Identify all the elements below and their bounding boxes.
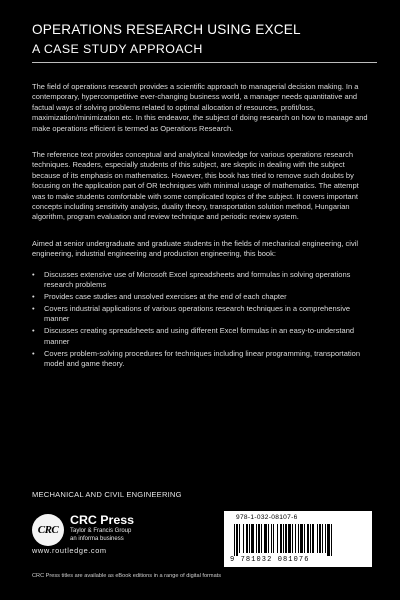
feature-item: • Discusses creating spreadsheets and using different Excel formulas in an easy-to-understand manner <box>32 326 368 347</box>
barcode-bar <box>331 524 332 556</box>
barcode-bar <box>273 524 274 553</box>
barcode-bar <box>283 524 284 553</box>
barcode-bar <box>243 524 244 553</box>
barcode-bar <box>327 524 330 556</box>
isbn-barcode-digits: 9 781032 081076 <box>230 556 310 564</box>
barcode-bar <box>256 524 257 553</box>
barcode-bar <box>317 524 318 553</box>
feature-item: • Provides case studies and unsolved exercises at the end of each chapter <box>32 292 368 302</box>
cover-header <box>32 22 377 63</box>
ebook-footnote: CRC Press titles are available as eBook editions in a range of digital formats <box>32 573 222 579</box>
book-subtitle: A CASE STUDY APPROACH <box>32 42 203 56</box>
isbn-barcode-box <box>224 511 372 567</box>
blurb <box>32 82 368 371</box>
barcode-bar <box>322 524 323 553</box>
barcode-bar <box>261 524 262 553</box>
barcode-bar <box>249 524 250 553</box>
barcode-bar <box>295 524 296 553</box>
feature-item: • Covers problem-solving procedures for techniques including linear programming, transportation model and game theory. <box>32 349 368 370</box>
barcode-bar <box>310 524 311 553</box>
book-title: OPERATIONS RESEARCH USING EXCEL <box>32 22 301 37</box>
publisher-url[interactable]: www.routledge.com <box>32 546 107 555</box>
feature-item: • Discusses extensive use of Microsoft Excel spreadsheets and formulas in solving operations research problems <box>32 270 368 291</box>
title-divider <box>32 62 377 63</box>
barcode-bar <box>264 524 267 553</box>
barcode-bar <box>319 524 321 553</box>
blurb-paragraph-3: Aimed at senior undergraduate and graduate students in the fields of mechanical engineering, civil engineering, industrial engineering and production engineering, this book: <box>32 238 359 259</box>
barcode-bar <box>258 524 260 553</box>
barcode-bar <box>307 524 309 553</box>
subject-category: MECHANICAL AND CIVIL ENGINEERING <box>32 490 182 499</box>
barcode-bar <box>236 524 238 556</box>
barcode-bar <box>246 524 248 553</box>
barcode-bar <box>312 524 314 553</box>
barcode-bar <box>239 524 240 553</box>
barcode-bar <box>251 524 254 553</box>
publisher-group: Taylor & Francis Group <box>70 528 132 534</box>
barcode-bar <box>304 524 305 553</box>
barcode-bar <box>298 524 299 553</box>
blurb-paragraph-1: The field of operations research provides a scientific approach to managerial decision making. In a contemporary, hypercompetitive ever-changing business world, a manager needs quantitative and factual ways of solving problems related to optimal allocation of resources, profit/loss, maximization/minimization etc. In this endeavor, the subject of doing research on how to manage and make operations efficient is termed as Operations Research. <box>32 82 368 133</box>
barcode-bar <box>277 524 278 553</box>
barcode-bar <box>271 524 272 553</box>
publisher-text <box>70 514 134 543</box>
feature-list <box>32 270 368 370</box>
feature-item: • Covers industrial applications of various operations research techniques in a comprehensive manner <box>32 304 368 325</box>
publisher-tagline: an informa business <box>70 536 124 542</box>
barcode-bar <box>292 524 293 553</box>
barcode-bar <box>234 524 235 556</box>
barcode-bar <box>280 524 282 553</box>
barcode-bar <box>288 524 291 553</box>
barcode-bar <box>325 524 326 553</box>
barcode-icon <box>234 524 362 556</box>
barcode-bar <box>300 524 303 553</box>
crc-logo-icon <box>32 514 64 546</box>
logo-lettering: CRC <box>37 524 59 536</box>
blurb-paragraph-2: The reference text provides conceptual and analytical knowledge for various operations research techniques. Readers, especially students of this subject, are skeptic in dealing with the subject because of its emphasis on mathematics. However, this book has tried to remove such doubts by focusing on the application part of OR techniques with minimal usage of mathematics. The attempt was to make students comfortable with some complicated topics of the subject. It covers important concepts including sensitivity analysis, duality theory, transportation solution method, Hungarian algorithm, program evaluation and review technique and periodic review system. <box>32 150 359 222</box>
publisher-name: CRC Press <box>70 513 135 527</box>
isbn-number: 978-1-032-08107-6 <box>236 514 298 521</box>
barcode-bar <box>285 524 287 553</box>
barcode-bar <box>268 524 269 553</box>
